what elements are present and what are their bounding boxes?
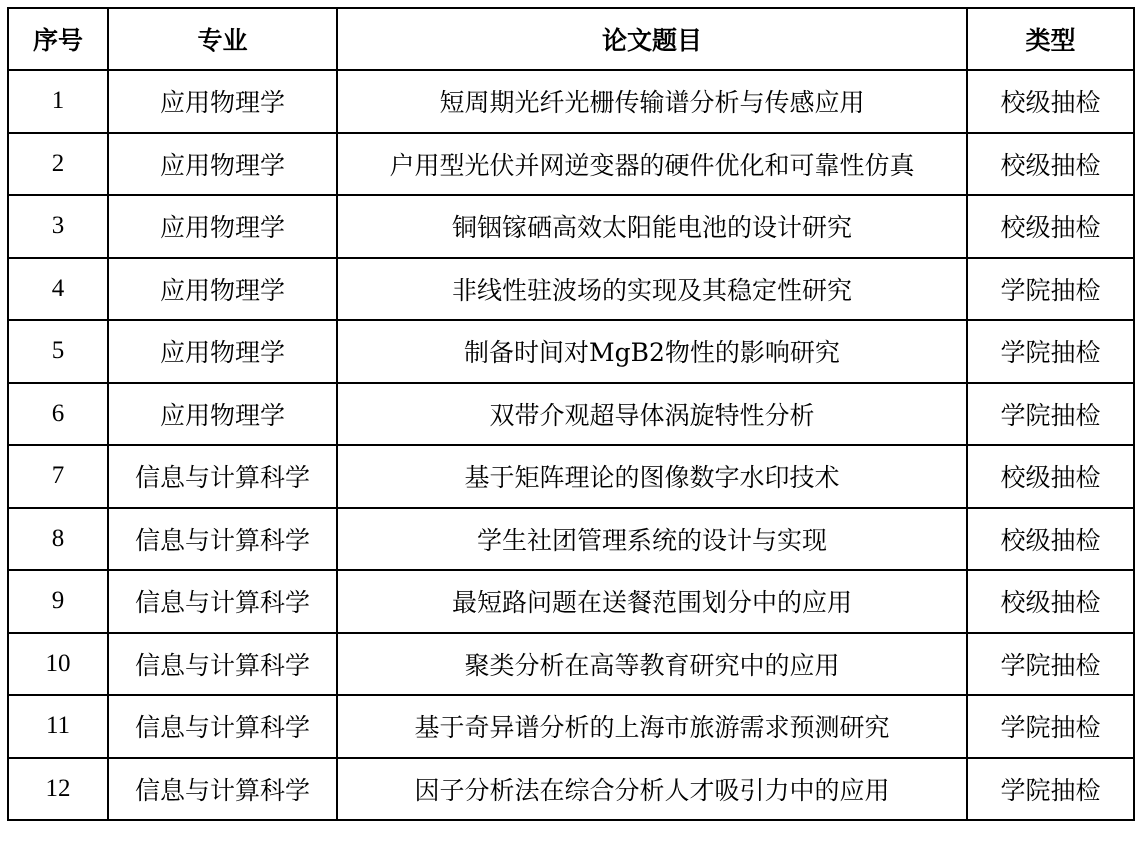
cell-title: 基于奇异谱分析的上海市旅游需求预测研究 [337, 695, 967, 758]
table-row [8, 195, 1134, 258]
cell-type: 校级抽检 [967, 195, 1134, 258]
cell-type: 学院抽检 [967, 695, 1134, 758]
cell-major: 应用物理学 [108, 258, 337, 321]
table-body [8, 70, 1134, 820]
table-header [8, 8, 1134, 70]
cell-title: 最短路问题在送餐范围划分中的应用 [337, 570, 967, 633]
table-row [8, 508, 1134, 571]
cell-title: 非线性驻波场的实现及其稳定性研究 [337, 258, 967, 321]
cell-major: 应用物理学 [108, 195, 337, 258]
cell-type: 学院抽检 [967, 383, 1134, 446]
cell-title: 制备时间对MgB2物性的影响研究 [337, 320, 967, 383]
cell-index: 7 [8, 445, 108, 508]
cell-index: 6 [8, 383, 108, 446]
cell-index: 3 [8, 195, 108, 258]
cell-title: 基于矩阵理论的图像数字水印技术 [337, 445, 967, 508]
table-row [8, 445, 1134, 508]
table-row [8, 570, 1134, 633]
table-row [8, 633, 1134, 696]
cell-type: 学院抽检 [967, 758, 1134, 821]
cell-major: 应用物理学 [108, 70, 337, 133]
cell-major: 信息与计算科学 [108, 633, 337, 696]
table-row [8, 695, 1134, 758]
header-index: 序号 [8, 8, 108, 70]
cell-major: 信息与计算科学 [108, 695, 337, 758]
cell-index: 11 [8, 695, 108, 758]
cell-major: 信息与计算科学 [108, 570, 337, 633]
table-row [8, 320, 1134, 383]
cell-index: 8 [8, 508, 108, 571]
header-row [8, 8, 1134, 70]
header-type: 类型 [967, 8, 1134, 70]
cell-index: 12 [8, 758, 108, 821]
table-row [8, 383, 1134, 446]
thesis-sampling-table [7, 7, 1135, 821]
cell-major: 应用物理学 [108, 133, 337, 196]
cell-type: 校级抽检 [967, 133, 1134, 196]
cell-index: 5 [8, 320, 108, 383]
cell-title: 短周期光纤光栅传输谱分析与传感应用 [337, 70, 967, 133]
cell-type: 校级抽检 [967, 70, 1134, 133]
header-major: 专业 [108, 8, 337, 70]
cell-major: 信息与计算科学 [108, 758, 337, 821]
cell-title: 铜铟镓硒高效太阳能电池的设计研究 [337, 195, 967, 258]
cell-major: 应用物理学 [108, 320, 337, 383]
cell-index: 1 [8, 70, 108, 133]
cell-title: 户用型光伏并网逆变器的硬件优化和可靠性仿真 [337, 133, 967, 196]
cell-major: 信息与计算科学 [108, 445, 337, 508]
cell-type: 校级抽检 [967, 445, 1134, 508]
table-row [8, 133, 1134, 196]
table-row [8, 758, 1134, 821]
cell-title: 因子分析法在综合分析人才吸引力中的应用 [337, 758, 967, 821]
cell-title: 聚类分析在高等教育研究中的应用 [337, 633, 967, 696]
cell-index: 10 [8, 633, 108, 696]
cell-index: 2 [8, 133, 108, 196]
cell-type: 学院抽检 [967, 258, 1134, 321]
cell-major: 信息与计算科学 [108, 508, 337, 571]
header-title: 论文题目 [337, 8, 967, 70]
cell-type: 校级抽检 [967, 570, 1134, 633]
cell-type: 学院抽检 [967, 633, 1134, 696]
cell-title: 双带介观超导体涡旋特性分析 [337, 383, 967, 446]
table-row [8, 258, 1134, 321]
cell-major: 应用物理学 [108, 383, 337, 446]
cell-title: 学生社团管理系统的设计与实现 [337, 508, 967, 571]
cell-index: 9 [8, 570, 108, 633]
table-row [8, 70, 1134, 133]
cell-type: 学院抽检 [967, 320, 1134, 383]
cell-type: 校级抽检 [967, 508, 1134, 571]
cell-index: 4 [8, 258, 108, 321]
